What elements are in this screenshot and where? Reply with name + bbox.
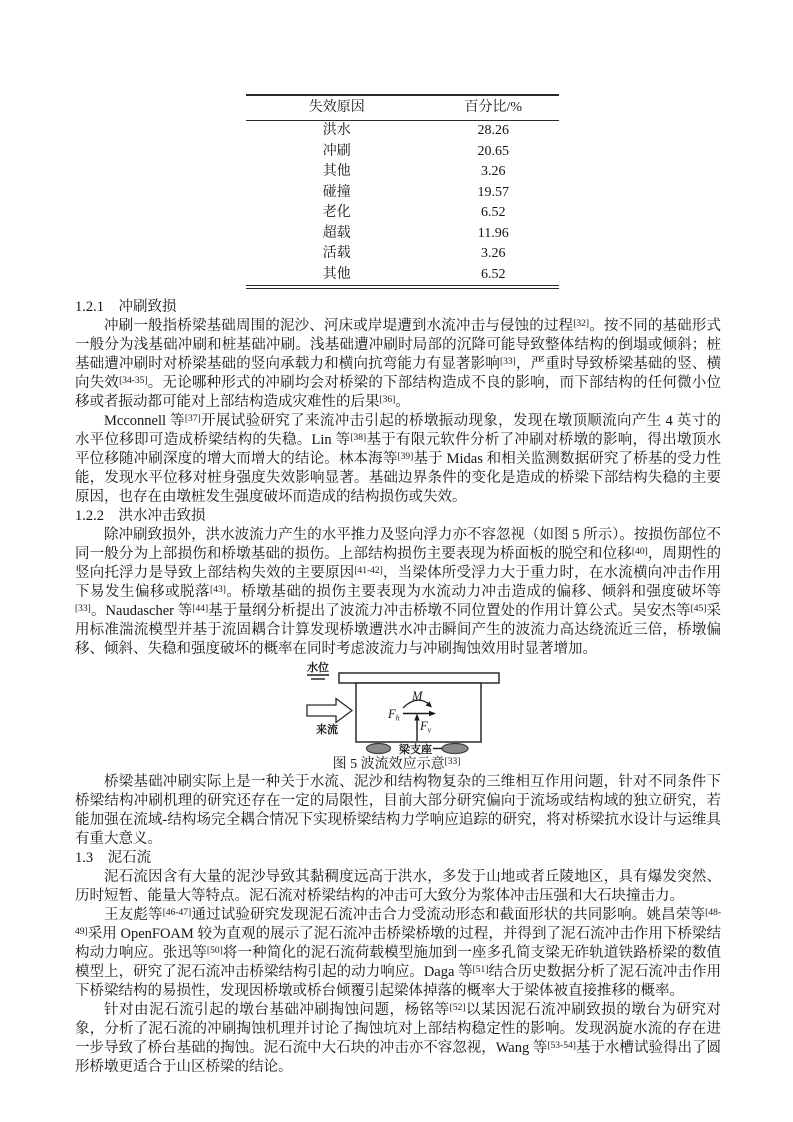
column-header-percentage: 百分比/%	[428, 95, 559, 121]
content-top	[75, 298, 721, 659]
table-row	[246, 162, 559, 183]
failure-cause-table	[246, 94, 559, 289]
cell-percentage: 20.65	[477, 143, 510, 159]
vertical-force-label: Fv	[420, 719, 432, 735]
cell-failure-cause: 冲刷	[322, 143, 351, 159]
table-row	[246, 183, 559, 204]
paragraph: 针对由泥石流引起的墩台基础冲刷掏蚀问题，杨铭等[52]以某因泥石流冲刷致损的墩台为研究对象，分析了泥石流的冲刷掏蚀机理并讨论了掏蚀坑对上部结构稳定性的影响。发现涡旋水流的存在进一步导致了桥台基础的掏蚀。泥石流中大石块的冲击亦不容忽视，Wang 等[53-54]基于水槽试验得出了圆形桥墩更适合于山区桥梁的结论。	[75, 1002, 721, 1075]
cell-percentage: 6.52	[481, 205, 506, 220]
cell-failure-cause: 洪水	[322, 123, 351, 138]
cell-failure-cause: 碰撞	[322, 184, 351, 200]
cell-percentage: 3.26	[481, 246, 506, 261]
table-row	[246, 244, 559, 265]
table-header-row	[246, 95, 559, 121]
cell-failure-cause: 超载	[322, 225, 351, 241]
wave-flow-diagram	[289, 660, 504, 756]
section-heading: 1.2.1 冲刷致损	[75, 299, 177, 315]
table-row	[246, 203, 559, 224]
cell-percentage: 3.26	[481, 164, 506, 179]
deck-slab	[339, 673, 499, 683]
section-heading: 1.2.2 洪水冲击致损	[75, 508, 206, 524]
cell-percentage: 11.96	[477, 225, 509, 241]
cell-failure-cause: 其他	[322, 164, 351, 179]
cell-percentage: 19.57	[477, 184, 510, 200]
cell-percentage: 6.52	[481, 266, 506, 282]
table-row	[246, 265, 559, 288]
column-header-cause: 失效原因	[246, 95, 428, 121]
cell-failure-cause: 老化	[322, 205, 351, 220]
incoming-flow-arrow	[307, 699, 352, 723]
figure-caption: 图 5 波流效应示意[33]	[332, 756, 461, 772]
table-row	[246, 224, 559, 245]
failure-table-body	[246, 121, 559, 288]
section-heading: 1.3 泥石流	[75, 850, 152, 866]
table-row	[246, 142, 559, 163]
paragraph: Mcconnell 等[37]开展试验研究了来流冲击引起的桥墩振动现象，发现在墩顶顺流向产生 4 英寸的水平位移即可造成桥梁结构的失稳。Lin 等[38]基于有限元软件分析了冲刷对桥墩的影响，得出墩顶水平位移随冲刷深度的增大而增大的结论。林本海等[39]基于 Midas 和相关监测数据研究了桥基的受力性能，发现水平位移对桩身强度失效影响显著。基础边界条件的变化是造成的桥梁下部结构失稳的主要原因，也存在由墩桩发生强度破坏而造成的结构损伤或失效。	[75, 413, 722, 505]
cell-percentage: 28.26	[477, 123, 510, 138]
paragraph: 除冲刷致损外，洪水波流力产生的水平推力及竖向浮力亦不容忽视（如图 5 所示）。按损伤部位不同一般分为上部损伤和桥墩基础的损伤。上部结构损伤主要表现为桥面板的脱空和位移[40]，周期性的竖向托浮力是导致上部结构失效的主要原因[41-42]，当梁体所受浮力大于重力时，在水流横向冲击作用下易发生偏移或脱落[43]。桥墩基础的损伤主要表现为水流动力冲击造成的偏移、倾斜和强度破坏等[33]。Naudascher 等[44]基于量纲分析提出了波流力冲击桥墩不同位置处的作用计算公式。吴安杰等[45]采用标准湍流模型并基于流固耦合计算发现桥墩遭洪水冲击瞬间产生的波流力高达绕流近三倍，桥墩偏移、倾斜、失稳和强度破坏的概率在同时考虑波流力与冲刷掏蚀效用时显著增加。	[75, 527, 722, 657]
paragraph: 桥梁基础冲刷实际上是一种关于水流、泥沙和结构物复杂的三维相互作用问题，针对不同条件下桥梁结构冲刷机理的研究还存在一定的局限性，目前大部分研究偏向于流场或结构域的独立研究，若能加强在流域-结构场完全耦合情况下实现桥梁结构力学响应追踪的研究，将对桥梁抗水设计与运维具有重大意义。	[75, 774, 721, 847]
paragraph: 王友彪等[46-47]通过试验研究发现泥石流冲击合力受流动形态和截面形状的共同影响。姚昌荣等[48-49]采用 OpenFOAM 较为直观的展示了泥石流冲击桥梁桥墩的过程，并得到了泥石流冲击作用下桥梁结构动力响应。张迅等[50]将一种简化的泥石流荷载模型施加到一座多孔简支梁无砟轨道铁路桥梁的数值模型上，研究了泥石流冲击桥梁结构引起的动力响应。Daga 等[51]结合历史数据分析了泥石流冲击作用下桥梁结构的易损性，发现因桥墩或桥台倾覆引起梁体掉落的概率大于梁体被直接推移的概率。	[75, 907, 722, 999]
wave-flow-figure	[0, 660, 793, 773]
water-level-label: 水位	[307, 662, 329, 674]
cell-failure-cause: 活载	[322, 246, 351, 261]
bearing-label: 梁支座	[399, 744, 432, 756]
horizontal-force-label: Fh	[388, 707, 400, 723]
content-bottom	[75, 773, 721, 1077]
right-bearing	[442, 744, 468, 754]
incoming-flow-label: 来流	[316, 724, 338, 736]
moment-label: M	[412, 689, 423, 703]
cell-failure-cause: 其他	[322, 266, 351, 282]
paragraph: 冲刷一般指桥梁基础周围的泥沙、河床或岸堤遭到水流冲击与侵蚀的过程[32]。按不同的基础形式一般分为浅基础冲刷和桩基础冲刷。浅基础遭冲刷时局部的沉降可能导致整体结构的倒塌或倾斜；桩基础遭冲刷时对桥梁基础的竖向承载力和横向抗弯能力有显著影响[33]，严重时导致桥梁基础的竖、横向失效[34-35]。无论哪种形式的冲刷均会对桥梁的下部结构造成不良的影响，而下部结构的任何微小位移或者振动都可能对上部结构造成灾难性的后果[36]。	[75, 318, 722, 410]
paragraph: 泥石流因含有大量的泥沙导致其黏稠度远高于洪水，多发于山地或者丘陵地区，具有爆发突然、历时短暂、能量大等特点。泥石流对桥梁结构的冲击可大致分为浆体冲击压强和大石块撞击力。	[75, 869, 721, 904]
left-bearing	[367, 744, 391, 754]
table-row	[246, 121, 559, 142]
